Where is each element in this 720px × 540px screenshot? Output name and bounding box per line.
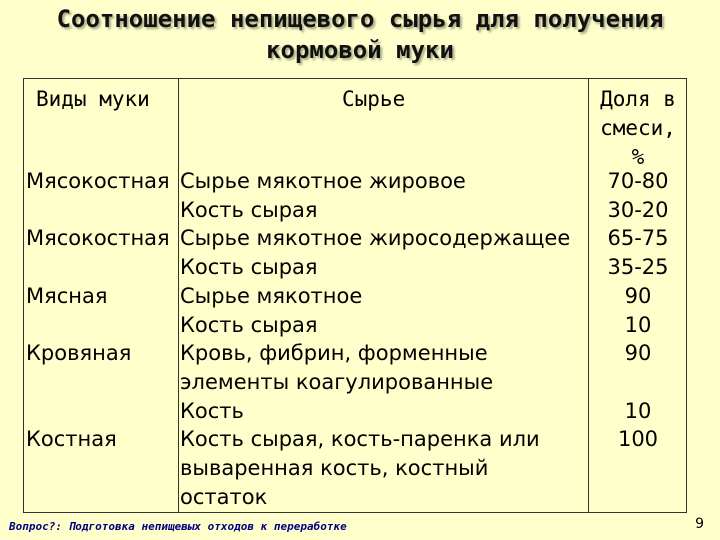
share-cell: 90 (624, 341, 652, 366)
header-share-line: % (631, 145, 645, 169)
raw-material-cell: Кость сырая (180, 312, 318, 337)
raw-material-cell: элементы коагулированные (180, 369, 494, 394)
raw-material-cell: остаток (180, 484, 268, 509)
raw-material-cell: вываренная кость, костный (180, 456, 489, 480)
raw-material-cell: Кость сырая (180, 197, 318, 222)
raw-material-cell: Кровь, фибрин, форменные (180, 341, 488, 366)
header-share-line: Доля в (600, 87, 676, 111)
raw-material-cell: Сырье мякотное (180, 283, 363, 308)
raw-material-cell: Кость сырая, кость-паренка или (180, 427, 540, 452)
header-raw-material: Сырье (342, 87, 406, 111)
raw-material-table (23, 78, 687, 513)
raw-material-cell: Кость сырая (180, 255, 318, 280)
footer-question: Вопрос?: Подготовка непищевых отходов к переработке (9, 520, 347, 533)
flour-type-cell: Кровяная (26, 341, 132, 366)
title-line-2: кормовой муки (266, 36, 454, 64)
header-share (588, 85, 688, 172)
share-cell: 10 (624, 312, 652, 337)
raw-material-cell: Сырье мякотное жировое (180, 169, 466, 193)
header-flour-type: Виды муки (36, 87, 150, 111)
flour-type-cell: Мясокостная (26, 169, 170, 193)
share-cell: 65-75 (607, 226, 669, 251)
raw-material-cell: Сырье мякотное жиросодержащее (180, 226, 571, 251)
header-share-line: смеси, (600, 116, 676, 140)
share-cell: 10 (624, 398, 652, 423)
title-line-1: Соотношение непищевого сырья для получения (56, 5, 664, 33)
share-cell: 100 (617, 427, 659, 452)
page-number: 9 (695, 516, 704, 532)
flour-type-cell: Мясокостная (26, 226, 170, 251)
share-cell: 35-25 (607, 255, 669, 280)
raw-material-cell: Кость (180, 398, 244, 423)
slide-title (0, 4, 720, 66)
flour-type-cell: Костная (26, 427, 117, 452)
share-cell: 30-20 (607, 197, 669, 222)
share-cell: 70-80 (607, 169, 669, 193)
flour-type-cell: Мясная (26, 283, 108, 308)
column-divider (178, 79, 179, 512)
share-cell: 90 (624, 283, 652, 308)
